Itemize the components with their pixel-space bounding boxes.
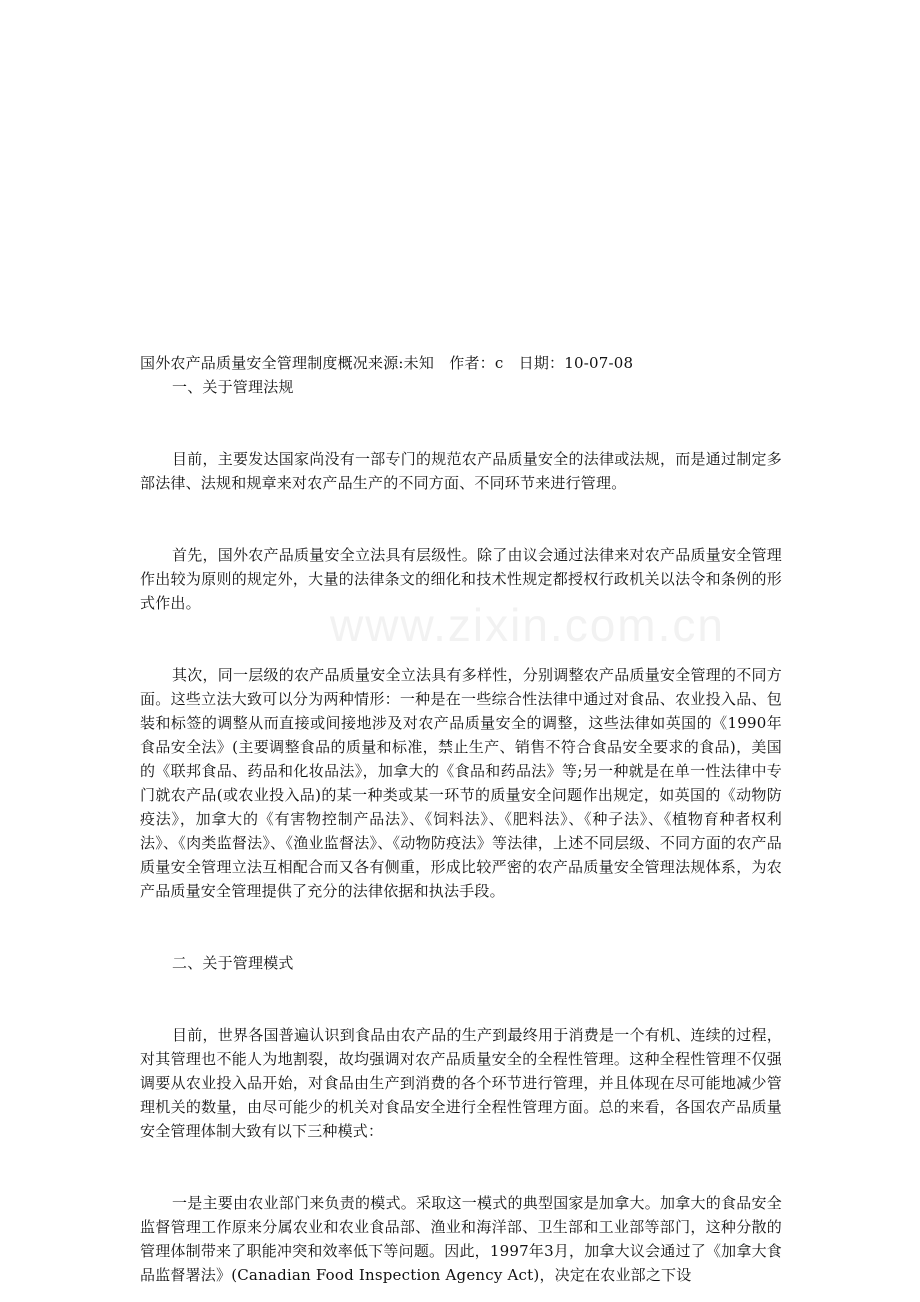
- spacer: [140, 1143, 782, 1191]
- section-heading-regulations: 一、关于管理法规: [172, 378, 294, 396]
- article-header-line: 国外农产品质量安全管理制度概况来源:未知 作者：c 日期：10-07-08: [140, 354, 634, 372]
- paragraph: 目前，主要发达国家尚没有一部专门的规范农产品质量安全的法律或法规，而是通过制定多部法律、法规和规章来对农产品生产的不同方面、不同环节来进行管理。: [140, 450, 782, 492]
- paragraph: 其次，同一层级的农产品质量安全立法具有多样性，分别调整农产品质量安全管理的不同方面。这些立法大致可以分为两种情形：一种是在一些综合性法律中通过对食品、农业投入品、包装和标签的调整从而直接或间接地涉及对农产品质量安全的调整，这些法律如英国的《1990年食品安全法》(主要调整食品的质量和标准，禁止生产、销售不符合食品安全要求的食品)，美国的《联邦食品、药品和化妆品法》，加拿大的《食品和药品法》等;另一种就是在单一性法律中专门就农产品(或农业投入品)的某一种类或某一环节的质量安全问题作出规定，如英国的《动物防疫法》，加拿大的《有害物控制产品法》、《饲料法》、《肥料法》、《种子法》、《植物育种者权利法》、《肉类监督法》、《渔业监督法》、《动物防疫法》等法律，上述不同层级、不同方面的农产品质量安全管理立法互相配合而又各有侧重，形成比较严密的农产品质量安全管理法规体系，为农产品质量安全管理提供了充分的法律依据和执法手段。: [140, 666, 782, 900]
- spacer: [140, 615, 782, 663]
- spacer: [140, 399, 782, 447]
- spacer: [140, 495, 782, 543]
- spacer: [140, 903, 782, 951]
- paragraph: 一是主要由农业部门来负责的模式。采取这一模式的典型国家是加拿大。加拿大的食品安全监督管理工作原来分属农业和农业食品部、渔业和海洋部、卫生部和工业部等部门，这种分散的管理体制带来了职能冲突和效率低下等问题。因此，1997年3月，加拿大议会通过了《加拿大食品监督署法》(Canadian Food Inspection Agency Act)，决定在农业部之下设: [140, 1194, 782, 1284]
- watermark: www.zixin.com.cn: [330, 599, 725, 651]
- document-body: [140, 351, 782, 1287]
- section-heading-management-model: 二、关于管理模式: [172, 954, 294, 972]
- paragraph: 首先，国外农产品质量安全立法具有层级性。除了由议会通过法律来对农产品质量安全管理作出较为原则的规定外，大量的法律条文的细化和技术性规定都授权行政机关以法令和条例的形式作出。: [140, 546, 782, 612]
- paragraph: 目前，世界各国普遍认识到食品由农产品的生产到最终用于消费是一个有机、连续的过程，对其管理也不能人为地割裂，故均强调对农产品质量安全的全程性管理。这种全程性管理不仅强调要从农业投入品开始，对食品由生产到消费的各个环节进行管理，并且体现在尽可能地减少管理机关的数量，由尽可能少的机关对食品安全进行全程性管理方面。总的来看，各国农产品质量安全管理体制大致有以下三种模式：: [140, 1026, 782, 1140]
- spacer: [140, 975, 782, 1023]
